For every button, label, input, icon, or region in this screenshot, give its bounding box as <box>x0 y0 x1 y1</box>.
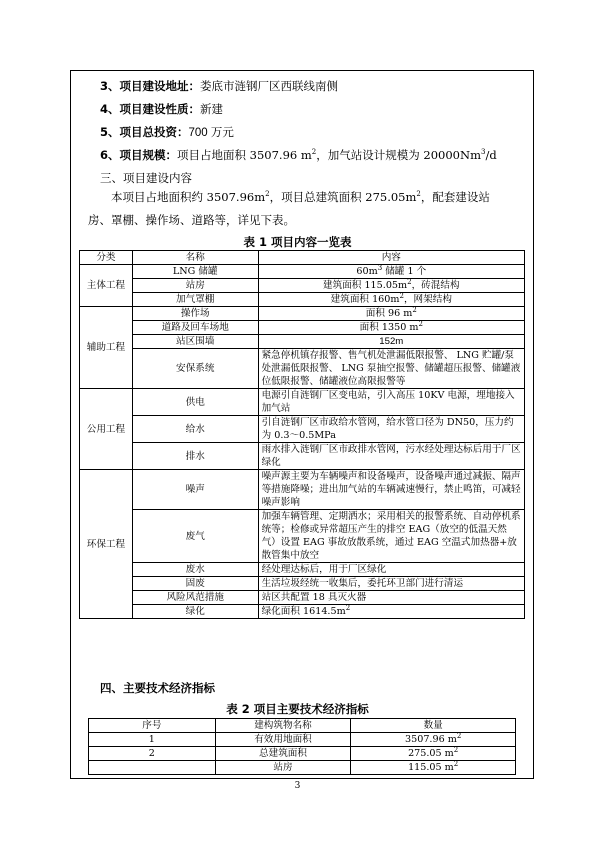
name-cell: LNG 储罐 <box>132 265 258 279</box>
table-row <box>80 349 525 389</box>
content-cell: 噪声源主要为车辆噪声和设备噪声，设备噪声通过减振、隔声等措施降噪；进出加气站的车辆减速慢行，禁止鸣笛，可减轻噪声影响 <box>258 470 524 510</box>
group-cell: 主体工程 <box>80 265 133 307</box>
qty-cell <box>351 733 516 747</box>
superscript: 2 <box>311 148 317 157</box>
superscript: 2 <box>418 319 423 328</box>
superscript: 2 <box>453 745 459 754</box>
table-row <box>80 389 525 416</box>
col-header: 序号 <box>89 719 216 733</box>
superscript: 2 <box>412 305 417 314</box>
content-cell: 加强车辆管理、定期洒水；采用相关的报警系统、自动停机系统等；检修或异常超压产生的排空 EAG（放空的低温天然气）设置 EAG 事故放散系统，通过 EAG 空温式加热器+放散管集中放空 <box>258 510 524 563</box>
table-header-row <box>80 251 525 265</box>
name-cell: 安保系统 <box>132 349 258 389</box>
cell-text: 60m <box>356 266 378 277</box>
name-cell: 加气罩棚 <box>132 293 258 307</box>
item-label: 6、项目规模： <box>100 148 178 162</box>
group-cell: 辅助工程 <box>80 307 133 389</box>
cell-text: 绿化面积 1614.5m <box>261 606 346 617</box>
superscript: 3 <box>480 148 486 157</box>
item-value: 新建 <box>200 102 224 116</box>
superscript: 2 <box>453 759 459 768</box>
table2 <box>88 718 516 775</box>
superscript: 2 <box>345 603 351 612</box>
item-value: 700 万元 <box>188 127 234 139</box>
no-cell <box>89 761 216 775</box>
content-cell: 152m <box>258 335 524 349</box>
table-row <box>80 470 525 510</box>
superscript: 2 <box>265 190 270 199</box>
cell-text: 面积 1350 m <box>359 322 419 333</box>
no-cell: 2 <box>89 747 216 761</box>
para-text: ，项目总建筑面积 275.05m <box>269 190 417 204</box>
table-row <box>80 605 525 619</box>
para-text: ，配套建设站房、罩棚、操作场、道路等，详见下表。 <box>88 190 490 227</box>
name-cell: 站区围墙 <box>132 335 258 349</box>
table2-caption: 表 2 项目主要技术经济指标 <box>226 702 369 716</box>
table-row <box>89 733 516 747</box>
section-heading: 三、项目建设内容 <box>100 171 192 185</box>
table-row <box>80 443 525 470</box>
item-nature <box>100 101 223 117</box>
table-row <box>89 761 516 775</box>
col-header: 名称 <box>132 251 258 265</box>
content-cell <box>258 279 524 293</box>
content-cell: 生活垃圾经统一收集后，委托环卫部门进行清运 <box>258 577 524 591</box>
name-cell: 有效用地面积 <box>215 733 351 747</box>
col-header: 建构筑物名称 <box>215 719 351 733</box>
table-row <box>80 563 525 577</box>
content-cell: 电源引自涟钢厂区变电站，引入高压 10KV 电源，埋地接入加气站 <box>258 389 524 416</box>
table-row <box>80 293 525 307</box>
content-cell: 引自涟钢厂区市政给水管网，给水管口径为 DN50，压力约为 0.3～0.5MPa <box>258 416 524 443</box>
no-cell: 1 <box>89 733 216 747</box>
superscript: 3 <box>377 263 383 272</box>
cell-text: 3507.96 m <box>405 734 457 745</box>
name-cell: 站房 <box>132 279 258 293</box>
name-cell: 固废 <box>132 577 258 591</box>
name-cell: 噪声 <box>132 470 258 510</box>
table-row <box>80 307 525 321</box>
table-row <box>80 265 525 279</box>
item-value: /d <box>485 148 497 162</box>
col-header: 内容 <box>258 251 524 265</box>
table-header-row <box>89 719 516 733</box>
name-cell: 供电 <box>132 389 258 416</box>
name-cell: 绿化 <box>132 605 258 619</box>
name-cell: 总建筑面积 <box>215 747 351 761</box>
page-number: 3 <box>294 781 301 791</box>
content-cell: 紧急停机镇存报警、售气机处泄漏低限报警、 LNG 贮罐/泵处泄漏低限报警、 LNG 泵抽空报警、储罐超压报警、储罐液位低限报警、储罐液位高限报警等 <box>258 349 524 389</box>
content-cell <box>258 321 524 335</box>
content-cell <box>258 307 524 321</box>
name-cell: 给水 <box>132 416 258 443</box>
qty-cell <box>351 761 516 775</box>
table-row <box>80 335 525 349</box>
content-cell <box>258 605 524 619</box>
item-value: 娄底市涟钢厂区西联线南侧 <box>200 79 339 93</box>
table-row <box>80 321 525 335</box>
name-cell: 废水 <box>132 563 258 577</box>
name-cell: 操作场 <box>132 307 258 321</box>
cell-text: 建筑面积 160m <box>330 294 400 305</box>
cell-text: ，网架结构 <box>403 294 452 305</box>
group-cell: 公用工程 <box>80 389 133 470</box>
superscript: 2 <box>399 291 404 300</box>
content-cell: 站区共配置 18 具灭火器 <box>258 591 524 605</box>
section-paragraph <box>88 186 508 232</box>
item-value: ，加气站设计规模为 20000Nm <box>316 148 481 162</box>
table-row <box>89 747 516 761</box>
table-row <box>80 591 525 605</box>
name-cell: 废气 <box>132 510 258 563</box>
cell-text: 115.05 m <box>408 762 454 773</box>
superscript: 2 <box>456 731 462 740</box>
table1-caption: 表 1 项目内容一览表 <box>243 235 352 249</box>
superscript: 2 <box>407 277 412 286</box>
qty-cell <box>351 747 516 761</box>
name-cell: 排水 <box>132 443 258 470</box>
cell-text: 275.05 m <box>408 748 454 759</box>
item-address <box>100 78 338 94</box>
table-row <box>80 510 525 563</box>
content-cell: 经处理达标后，用于厂区绿化 <box>258 563 524 577</box>
item-label: 5、项目总投资： <box>100 125 189 139</box>
col-header: 分类 <box>80 251 133 265</box>
content-cell <box>258 265 524 279</box>
item-investment <box>100 124 234 140</box>
cell-text: 建筑面积 115.05m <box>323 280 408 291</box>
item-label: 3、项目建设地址： <box>100 79 201 93</box>
superscript: 2 <box>416 190 421 199</box>
name-cell: 风险风范措施 <box>132 591 258 605</box>
cell-text: 面积 96 m <box>365 308 413 319</box>
item-scale <box>100 147 497 163</box>
table-row <box>80 577 525 591</box>
group-cell: 环保工程 <box>80 470 133 619</box>
para-text: 本项目占地面积约 3507.96m <box>111 190 266 204</box>
table-row <box>80 416 525 443</box>
item-value: 项目占地面积 3507.96 m <box>177 148 312 162</box>
table-row <box>80 279 525 293</box>
cell-text: 储罐 1 个 <box>382 266 427 277</box>
table1 <box>79 250 525 619</box>
name-cell: 站房 <box>215 761 351 775</box>
col-header: 数量 <box>351 719 516 733</box>
section-heading: 四、主要技术经济指标 <box>100 681 215 695</box>
cell-text: ，砖混结构 <box>411 280 460 291</box>
name-cell: 道路及回车场地 <box>132 321 258 335</box>
content-cell: 雨水排入涟钢厂区市政排水管网，污水经处理达标后用于厂区绿化 <box>258 443 524 470</box>
item-label: 4、项目建设性质： <box>100 102 201 116</box>
content-cell <box>258 293 524 307</box>
